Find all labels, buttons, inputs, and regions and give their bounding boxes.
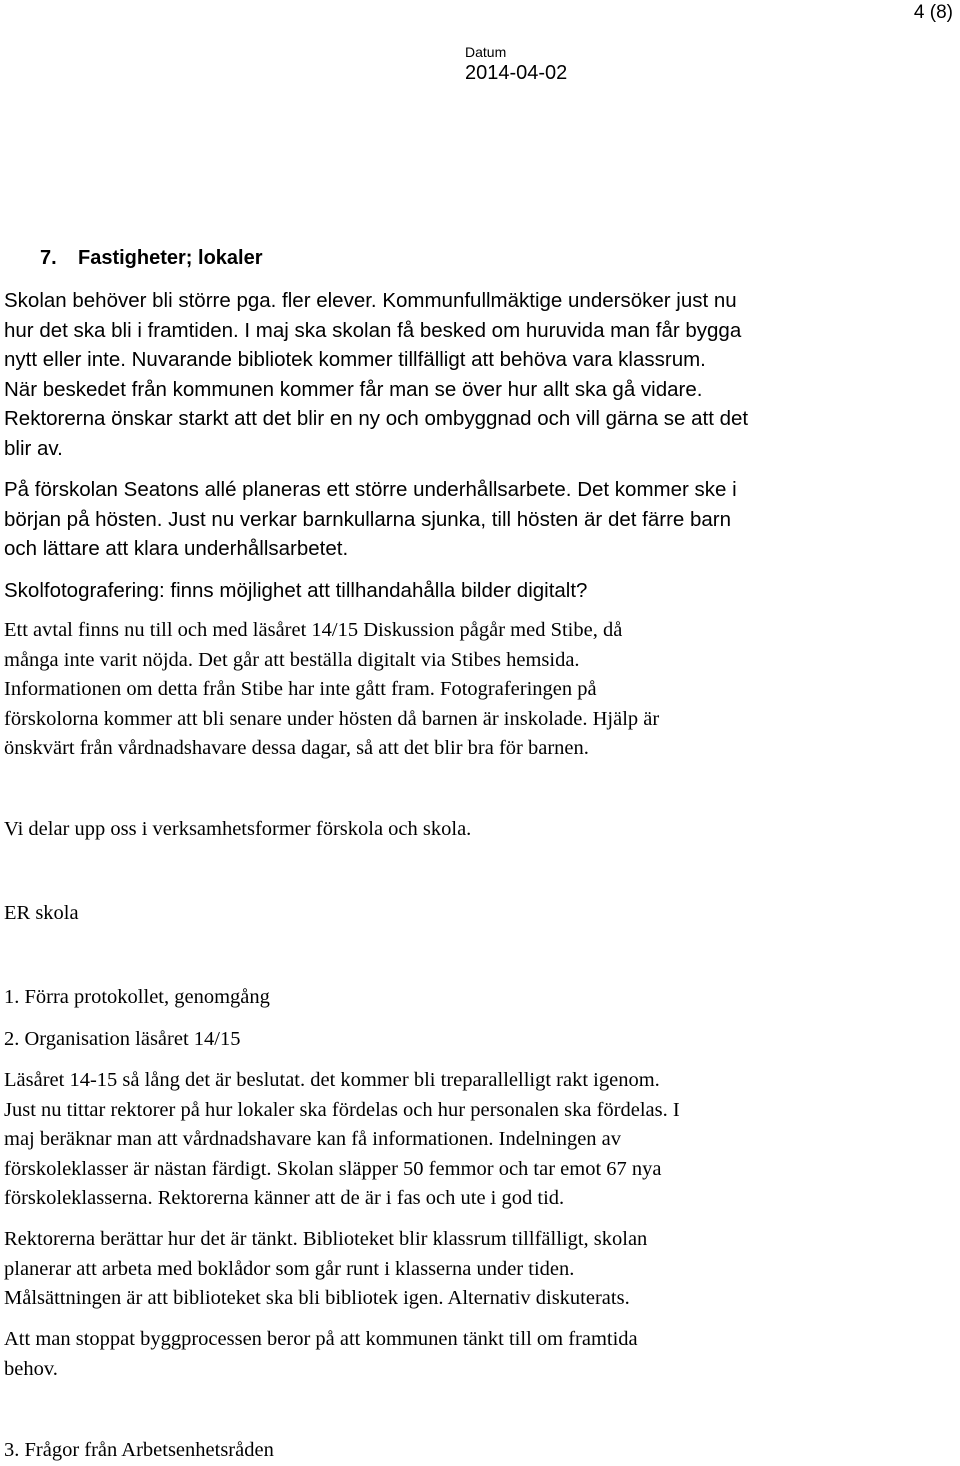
text-line: Skolfotografering: finns möjlighet att tillhandahålla bilder digitalt? [4, 579, 588, 602]
section-title: Fastigheter; lokaler [78, 247, 263, 269]
date-value: 2014-04-02 [465, 62, 568, 84]
text-line: Just nu tittar rektorer på hur lokaler ska fördelas och hur personalen ska fördelas. I [4, 1098, 680, 1121]
text-line: hur det ska bli i framtiden. I maj ska skolan få besked om huruvida man får bygga [4, 318, 742, 342]
er-skola-title: ER skola [4, 902, 79, 924]
paragraph-school-year [4, 1066, 944, 1214]
text-line: förskoleklasser är nästan färdigt. Skolan släpper 50 femmor och tar emot 67 nya [4, 1157, 662, 1180]
text-line: förskoleklasserna. Rektorerna känner att de är i fas och ute i god tid. [4, 1187, 565, 1209]
paragraph-preschool-maintenance [4, 475, 944, 564]
text-line: Rektorerna önskar starkt att det blir en ny och ombyggnad och vill gärna se att det [4, 407, 749, 430]
paragraph-school-photo-question [4, 576, 944, 606]
paragraph-school-expansion [4, 286, 944, 463]
text-line: Rektorerna berättar hur det är tänkt. Biblioteket blir klassrum tillfälligt, skolan [4, 1228, 648, 1250]
text-line: När beskedet från kommunen kommer får man se över hur allt ska gå vidare. [4, 377, 703, 401]
page-number: 4 (8) [913, 2, 953, 23]
text-line: början på hösten. Just nu verkar barnkullarna sjunka, till hösten är det färre barn [4, 507, 732, 531]
paragraph-photo-agreement [4, 616, 944, 764]
text-line: planerar att arbeta med boklådor som går runt i klasserna under tiden. [4, 1257, 575, 1280]
text-line: Läsåret 14-15 så lång det är beslutat. det kommer bli treparallelligt rakt igenom. [4, 1069, 660, 1091]
text-line: maj beräknar man att vårdnadshavare kan få informationen. Indelningen av [4, 1128, 622, 1150]
paragraph-building-process [4, 1325, 944, 1384]
paragraph-library-plan [4, 1225, 944, 1314]
agenda-item-1: 1. Förra protokollet, genomgång [4, 986, 270, 1008]
text-line: önskvärt från vårdnadshavare dessa dagar, så att det blir bra för barnen. [4, 737, 589, 759]
text-line: förskolorna kommer att bli senare under hösten då barnen är inskolade. Hjälp är [4, 707, 660, 730]
section-heading [40, 247, 263, 270]
text-line: Målsättningen är att biblioteket ska bli bibliotek igen. Alternativ diskuterats. [4, 1287, 630, 1309]
text-line: På förskolan Seatons allé planeras ett större underhållsarbete. Det kommer ske i [4, 478, 737, 501]
section-number: 7. [40, 247, 57, 269]
text-line: behov. [4, 1357, 58, 1380]
agenda-item-2: 2. Organisation läsåret 14/15 [4, 1028, 241, 1050]
text-line: Ett avtal finns nu till och med läsåret 14/15 Diskussion pågår med Stibe, då [4, 619, 623, 641]
agenda-item-3: 3. Frågor från Arbetsenhetsråden [4, 1439, 274, 1461]
text-line: Att man stoppat byggprocessen beror på att kommunen tänkt till om framtida [4, 1328, 638, 1350]
text-line: blir av. [4, 436, 63, 460]
text-line: Skolan behöver bli större pga. fler elever. Kommunfullmäktige undersöker just nu [4, 289, 737, 312]
date-label: Datum [465, 44, 507, 60]
split-note: Vi delar upp oss i verksamhetsformer förskola och skola. [4, 818, 472, 840]
text-line: många inte varit nöjda. Det går att beställa digitalt via Stibes hemsida. [4, 648, 580, 671]
text-line: nytt eller inte. Nuvarande bibliotek kommer tillfälligt att behöva vara klassrum. [4, 348, 706, 371]
text-line: och lättare att klara underhållsarbetet. [4, 537, 349, 560]
text-line: Informationen om detta från Stibe har inte gått fram. Fotograferingen på [4, 678, 597, 700]
